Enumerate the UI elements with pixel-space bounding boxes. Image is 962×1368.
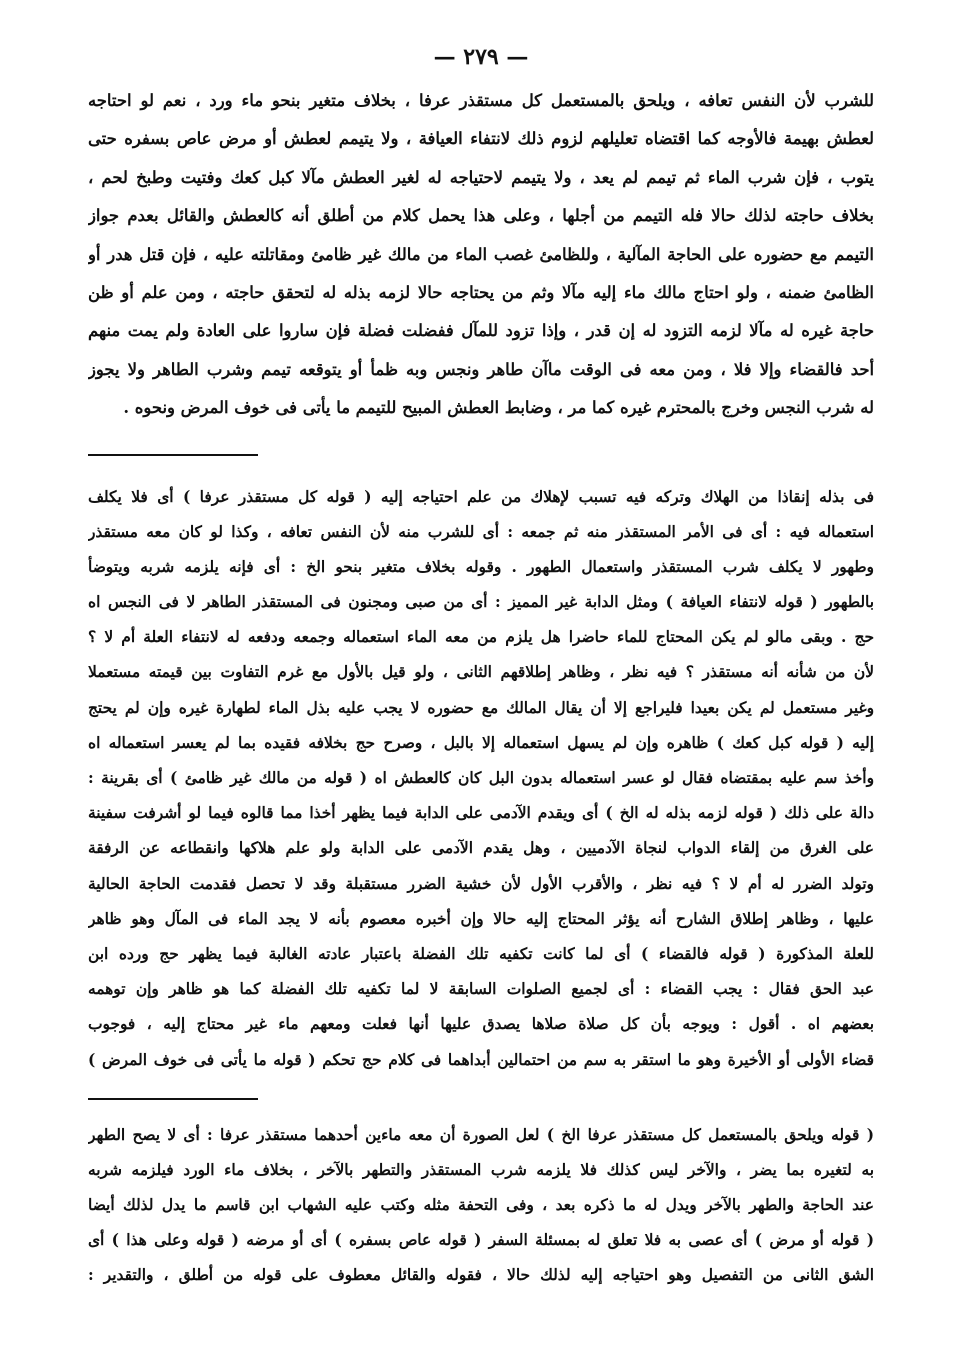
commentary-line: عليها ، وظاهر إطلاق الشارح أنه يؤثر المحتاج إليه حالا وإن أخبره معصوم بأنه لا يجد الماء فى المآل وهو ظاهر xyxy=(88,909,874,928)
page-number: — ٢٧٩ — xyxy=(433,44,529,70)
commentary-line: بالطهور ( قوله لانتفاء العيافة ) ومثل الدابة غير المميز : أى من صبى ومجنون فى المستقذر الطاهر لا فى النجس اه xyxy=(88,593,874,612)
footnote-line: الشق الثانى من التفصيل وهو احتياجه إليه لذلك حالا ، فقوله والقائل معطوف على قوله من أطلق ، والتقدير : xyxy=(88,1265,874,1284)
footnote-line: ( قوله ويلحق بالمستعمل كل مستقذر عرفا الخ ) لعل الصورة أن معه ماءين أحدهما مستقذر عرفا : أى لا يصح الطهر xyxy=(88,1125,874,1144)
commentary-text xyxy=(88,480,874,1078)
main-text-line: الظامئ ضمنه ، ولو احتاج مالك ماء إليه مآلا وثم من يحتاجه حالا لزمه بذله له لتحقق حاجته ، ومن علم أو ظن xyxy=(88,282,874,302)
main-text-line: بخلاف حاجته لذلك حالا فله التيمم من أجلها ، وعلى هذا يحمل كلام من أطلق أنه كالعطش والقائل بعدم جواز xyxy=(88,206,874,226)
main-text-line: التيمم مع حضوره على الحاجة المآلية ، وللظامئ غصب الماء من مالك غير ظامئ ومقاتلته عليه ، فإن قتل هدر أو xyxy=(88,244,874,264)
footnote-line: به لتغيره بما يضر ، والآخر ليس كذلك فلا يلزمه شرب المستقذر والتطهر بالآخر ، بخلاف ماء الورد فيلزمه شربه xyxy=(88,1160,874,1179)
main-text-line: يتوب ، فإن شرب الماء ثم تيمم لم يعد ، ولا يتيمم لاحتياجه له لغير العطش مآلا كبل كعك وفتيت وطبخ لحم ، xyxy=(88,167,874,187)
separator-rule xyxy=(88,454,258,456)
commentary-line: استعماله فيه : أى فى الأمر المستقذر منه ثم جمعه : أى للشرب منه لأن النفس تعافه ، وكذا لو كان معه مستقذر xyxy=(88,522,874,541)
main-text-line: للشرب لأن النفس تعافه ، ويلحق بالمستعمل كل مستقذر عرفا ، بخلاف متغير بنحو ماء ورد ، نعم لو احتاجه xyxy=(88,91,874,110)
main-text-line: أحد فالقضاء وإلا فلا ، ومن معه فى الوقت ماآن طاهر ونجس وبه ظمأ أو يتوقعه تيمم وشرب الطاهر ولا يجوز xyxy=(88,359,874,379)
main-text-line: لعطش بهيمة فالأوجه كما اقتضاه تعليلهم لزوم ذلك لانتفاء العيافة ، ولا يتيمم لعطش أو مرض عاص بسفره حتى xyxy=(88,129,874,149)
footnote-line: عند الحاجة والطهر بالآخر ويدل له ما ذكره بعد ، وفى التحفة مثله وكتب عليه الشهاب ابن قاسم ما يدل لذلك أيضا xyxy=(88,1195,874,1214)
commentary-line: فى بذله إنقاذا من الهلاك وتركه فيه تسبب لإهلاك من علم احتياجه إليه ( قوله كل مستقذر عرفا ) أى فلا يكلف xyxy=(88,487,874,506)
commentary-line: وتولد الضرر له أم لا ؟ فيه نظر ، والأقرب الأول لأن خشية الضرر مستقبلة وقد لا تحصل فقدمت الحاجة الحالية xyxy=(88,874,874,893)
commentary-line: دالة على ذلك ( قوله لزمه بذله له الخ ) أى ويقدم الآدمى على الدابة فيما يظهر أخذا مما قالوه فيما لو أشرفت سفينة xyxy=(88,804,874,823)
commentary-line: حج . وبقى مالو لم يكن المحتاج للماء حاضرا هل يلزم من معه الماء استعماله وجمعه ودفعه له لانتفاء العلة أم لا ؟ xyxy=(88,628,874,647)
separator-rule xyxy=(88,1098,258,1100)
main-text-line: حاجة غيره له مآلا لزمه التزود له إن قدر ، وإذا تزود للمآل ففضلت فضلة فإن ساروا على العادة ولم يمت منهم xyxy=(88,321,874,341)
commentary-line: وغير مستعمل لم يكن بعيدا فليراجع إلا أن يقال المالك مع حضوره لا يجب عليه بذل الماء لطهارة غيره وإن لم يحتج xyxy=(88,698,874,717)
commentary-line: عبد الحق فقال : يجب القضاء : أى لجميع الصلوات السابقة لا لما تكفيه تلك الفضلة كما هو ظاهر وإن توهمه xyxy=(88,980,874,999)
main-text-line: له شرب النجس وخرج بالمحترم غيره كما مر ، وضابط العطش المبيح للتيمم ما يأتى فى خوف المرض ونحوه . xyxy=(123,398,874,418)
footnote-line: ( قوله أو مرض ) أى عصى به فلا تعلق له بمسئلة السفر ( قوله عاص بسفره ) أى أو مرضه ( قوله وعلى هذا ) أى xyxy=(88,1230,874,1249)
commentary-line: على الغرق من إلقاء الدواب لنجاة الآدميين ، وهل يقدم الآدمى على الدابة ولو علم هلاكها وانقطاعه عن الرفقة xyxy=(88,839,874,858)
commentary-line: وطهور لا يكلف شرب المستقذر واستعمال الطهور . وقوله بخلاف متغير بنحو الخ : أى فإنه يلزمه شربه ويتوضأ xyxy=(88,557,874,576)
commentary-line: إليه ( قوله كبل كعك ) ظاهره وإن لم يسهل استعماله إلا بالبل ، وصرح حج بخلافه فقيده بما لم يعسر استعماله اه xyxy=(88,733,874,752)
commentary-line: بعضهم اه . أقول : ويوجه بأن كل صلاة صلاها يصدق عليها أنها فعلت ومعهم ماء غير محتاج إليه ، فوجوب xyxy=(88,1015,874,1034)
commentary-line: وأخذ سم عليه بمقتضاه فقال لو عسر استعماله بدون البل كان كالعطش اه ( قوله من مالك غير ظامئ ) أى بقرينة : xyxy=(88,769,874,788)
commentary-line: قضاء الأولى أو الأخيرة وهو ما استقر به سم من احتمالين أبداهما فى كلام حج تحكم ( قوله ما يأتى فى خوف المرض ) xyxy=(88,1050,874,1069)
commentary-line: للعلة المذكورة ( قوله فالقضاء ) أى لما كانت تكفيه تلك الفضلة باعتبار عادته الغالبة فيما يظهر حج ورده ابن xyxy=(88,944,874,963)
footnotes-text xyxy=(88,1118,874,1293)
main-text xyxy=(88,82,874,428)
commentary-line: لأن من شأنه أنه مستقذر ؟ فيه نظر ، وظاهر إطلاقهم الثانى ، ولو قيل بالأول مع غرم التفاوت بين قيمته مستعملا xyxy=(88,663,874,682)
